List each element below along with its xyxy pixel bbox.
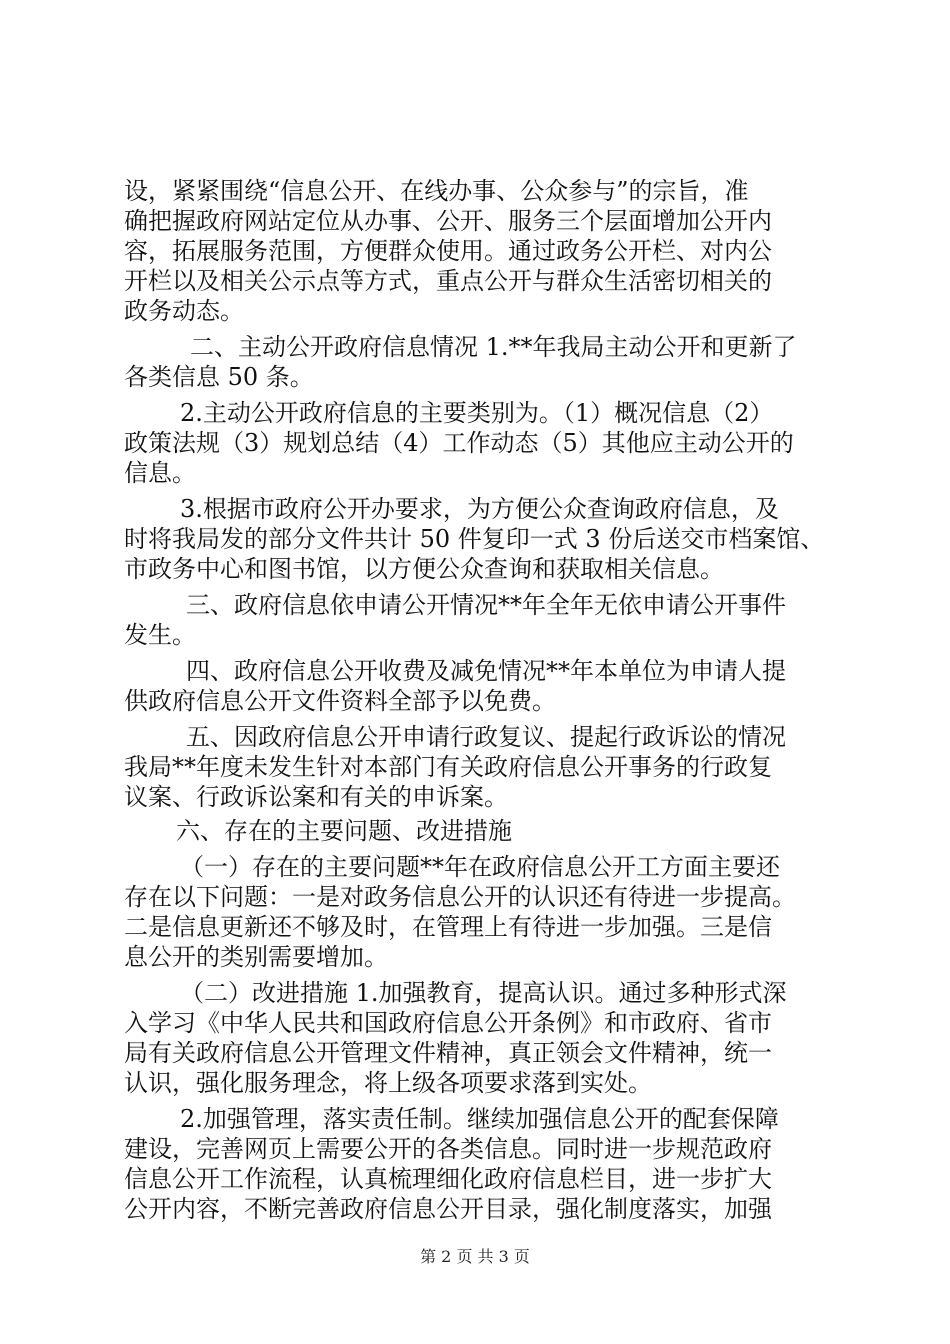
text-line: 局有关政府信息公开管理文件精神，真正领会文件精神，统一 (124, 1039, 772, 1067)
body-text (124, 176, 836, 1224)
text-line: 六、存在的主要问题、改进措施 (176, 817, 512, 845)
text-line: 入学习《中华人民共和国政府信息公开条例》和市政府、省市 (124, 1009, 772, 1037)
text-line: 2.主动公开政府信息的主要类别为。（1）概况信息（2） (180, 399, 774, 427)
paragraph-section-three (124, 590, 836, 650)
text-line: 四、政府信息公开收费及减免情况**年本单位为申请人提 (186, 657, 786, 685)
paragraph-section-four (124, 656, 836, 716)
paragraph-management (124, 1104, 836, 1224)
text-line: 存在以下问题：一是对政务信息公开的认识还有待进一步提高。 (124, 883, 796, 911)
page-number-footer: 第 2 页 共 3 页 (420, 1247, 530, 1266)
text-line: 容，拓展服务范围，方便群众使用。通过政务公开栏、对内公 (124, 237, 772, 265)
text-line: 政策法规（3）规划总结（4）工作动态（5）其他应主动公开的 (124, 429, 794, 457)
text-line: 二是信息更新还不够及时，在管理上有待进一步加强。三是信 (124, 913, 772, 941)
text-line: （一）存在的主要问题**年在政府信息公开工方面主要还 (180, 853, 780, 881)
text-line: 发生。 (124, 621, 196, 649)
paragraph-continued-intro (124, 176, 836, 326)
text-line: 议案、行政诉讼案和有关的申诉案。 (124, 783, 508, 811)
text-line: 信息。 (124, 459, 196, 487)
text-line: 政务动态。 (124, 297, 244, 325)
text-line: 3.根据市政府公开办要求，为方便公众查询政府信息，及 (180, 495, 779, 523)
text-line: 二、主动公开政府信息情况 1.**年我局主动公开和更新了 (190, 333, 797, 361)
text-line: 设，紧紧围绕“信息公开、在线办事、公众参与”的宗旨，准 (124, 177, 749, 205)
text-line: 五、因政府信息公开申请行政复议、提起行政诉讼的情况 (186, 723, 786, 751)
text-line: 三、政府信息依申请公开情况**年全年无依申请公开事件 (186, 591, 786, 619)
text-line: 各类信息 50 条。 (124, 363, 314, 391)
text-line: 我局**年度未发生针对本部门有关政府信息公开事务的行政复 (124, 753, 772, 781)
text-line: 市政务中心和图书馆，以方便公众查询和获取相关信息。 (124, 555, 724, 583)
text-line: 开栏以及相关公示点等方式，重点公开与群众生活密切相关的 (124, 267, 772, 295)
paragraph-item-3 (124, 494, 836, 584)
paragraph-improvements (124, 978, 836, 1098)
text-line: 2.加强管理，落实责任制。继续加强信息公开的配套保障 (180, 1105, 779, 1133)
paragraph-problems (124, 852, 836, 972)
paragraph-section-two (124, 332, 836, 392)
paragraph-item-2 (124, 398, 836, 488)
paragraph-section-five (124, 722, 836, 812)
text-line: 认识，强化服务理念，将上级各项要求落到实处。 (124, 1069, 652, 1097)
text-line: 时将我局发的部分文件共计 50 件复印一式 3 份后送交市档案馆、 (124, 525, 825, 553)
text-line: 供政府信息公开文件资料全部予以免费。 (124, 687, 556, 715)
text-line: （二）改进措施 1.加强教育，提高认识。通过多种形式深 (180, 979, 787, 1007)
paragraph-section-six-heading (124, 816, 836, 846)
text-line: 公开内容，不断完善政府信息公开目录，强化制度落实，加强 (124, 1195, 772, 1223)
text-line: 确把握政府网站定位从办事、公开、服务三个层面增加公开内 (124, 207, 772, 235)
text-line: 建设，完善网页上需要公开的各类信息。同时进一步规范政府 (124, 1135, 772, 1163)
text-line: 息公开的类别需要增加。 (124, 943, 388, 971)
text-line: 信息公开工作流程，认真梳理细化政府信息栏目，进一步扩大 (124, 1165, 772, 1193)
